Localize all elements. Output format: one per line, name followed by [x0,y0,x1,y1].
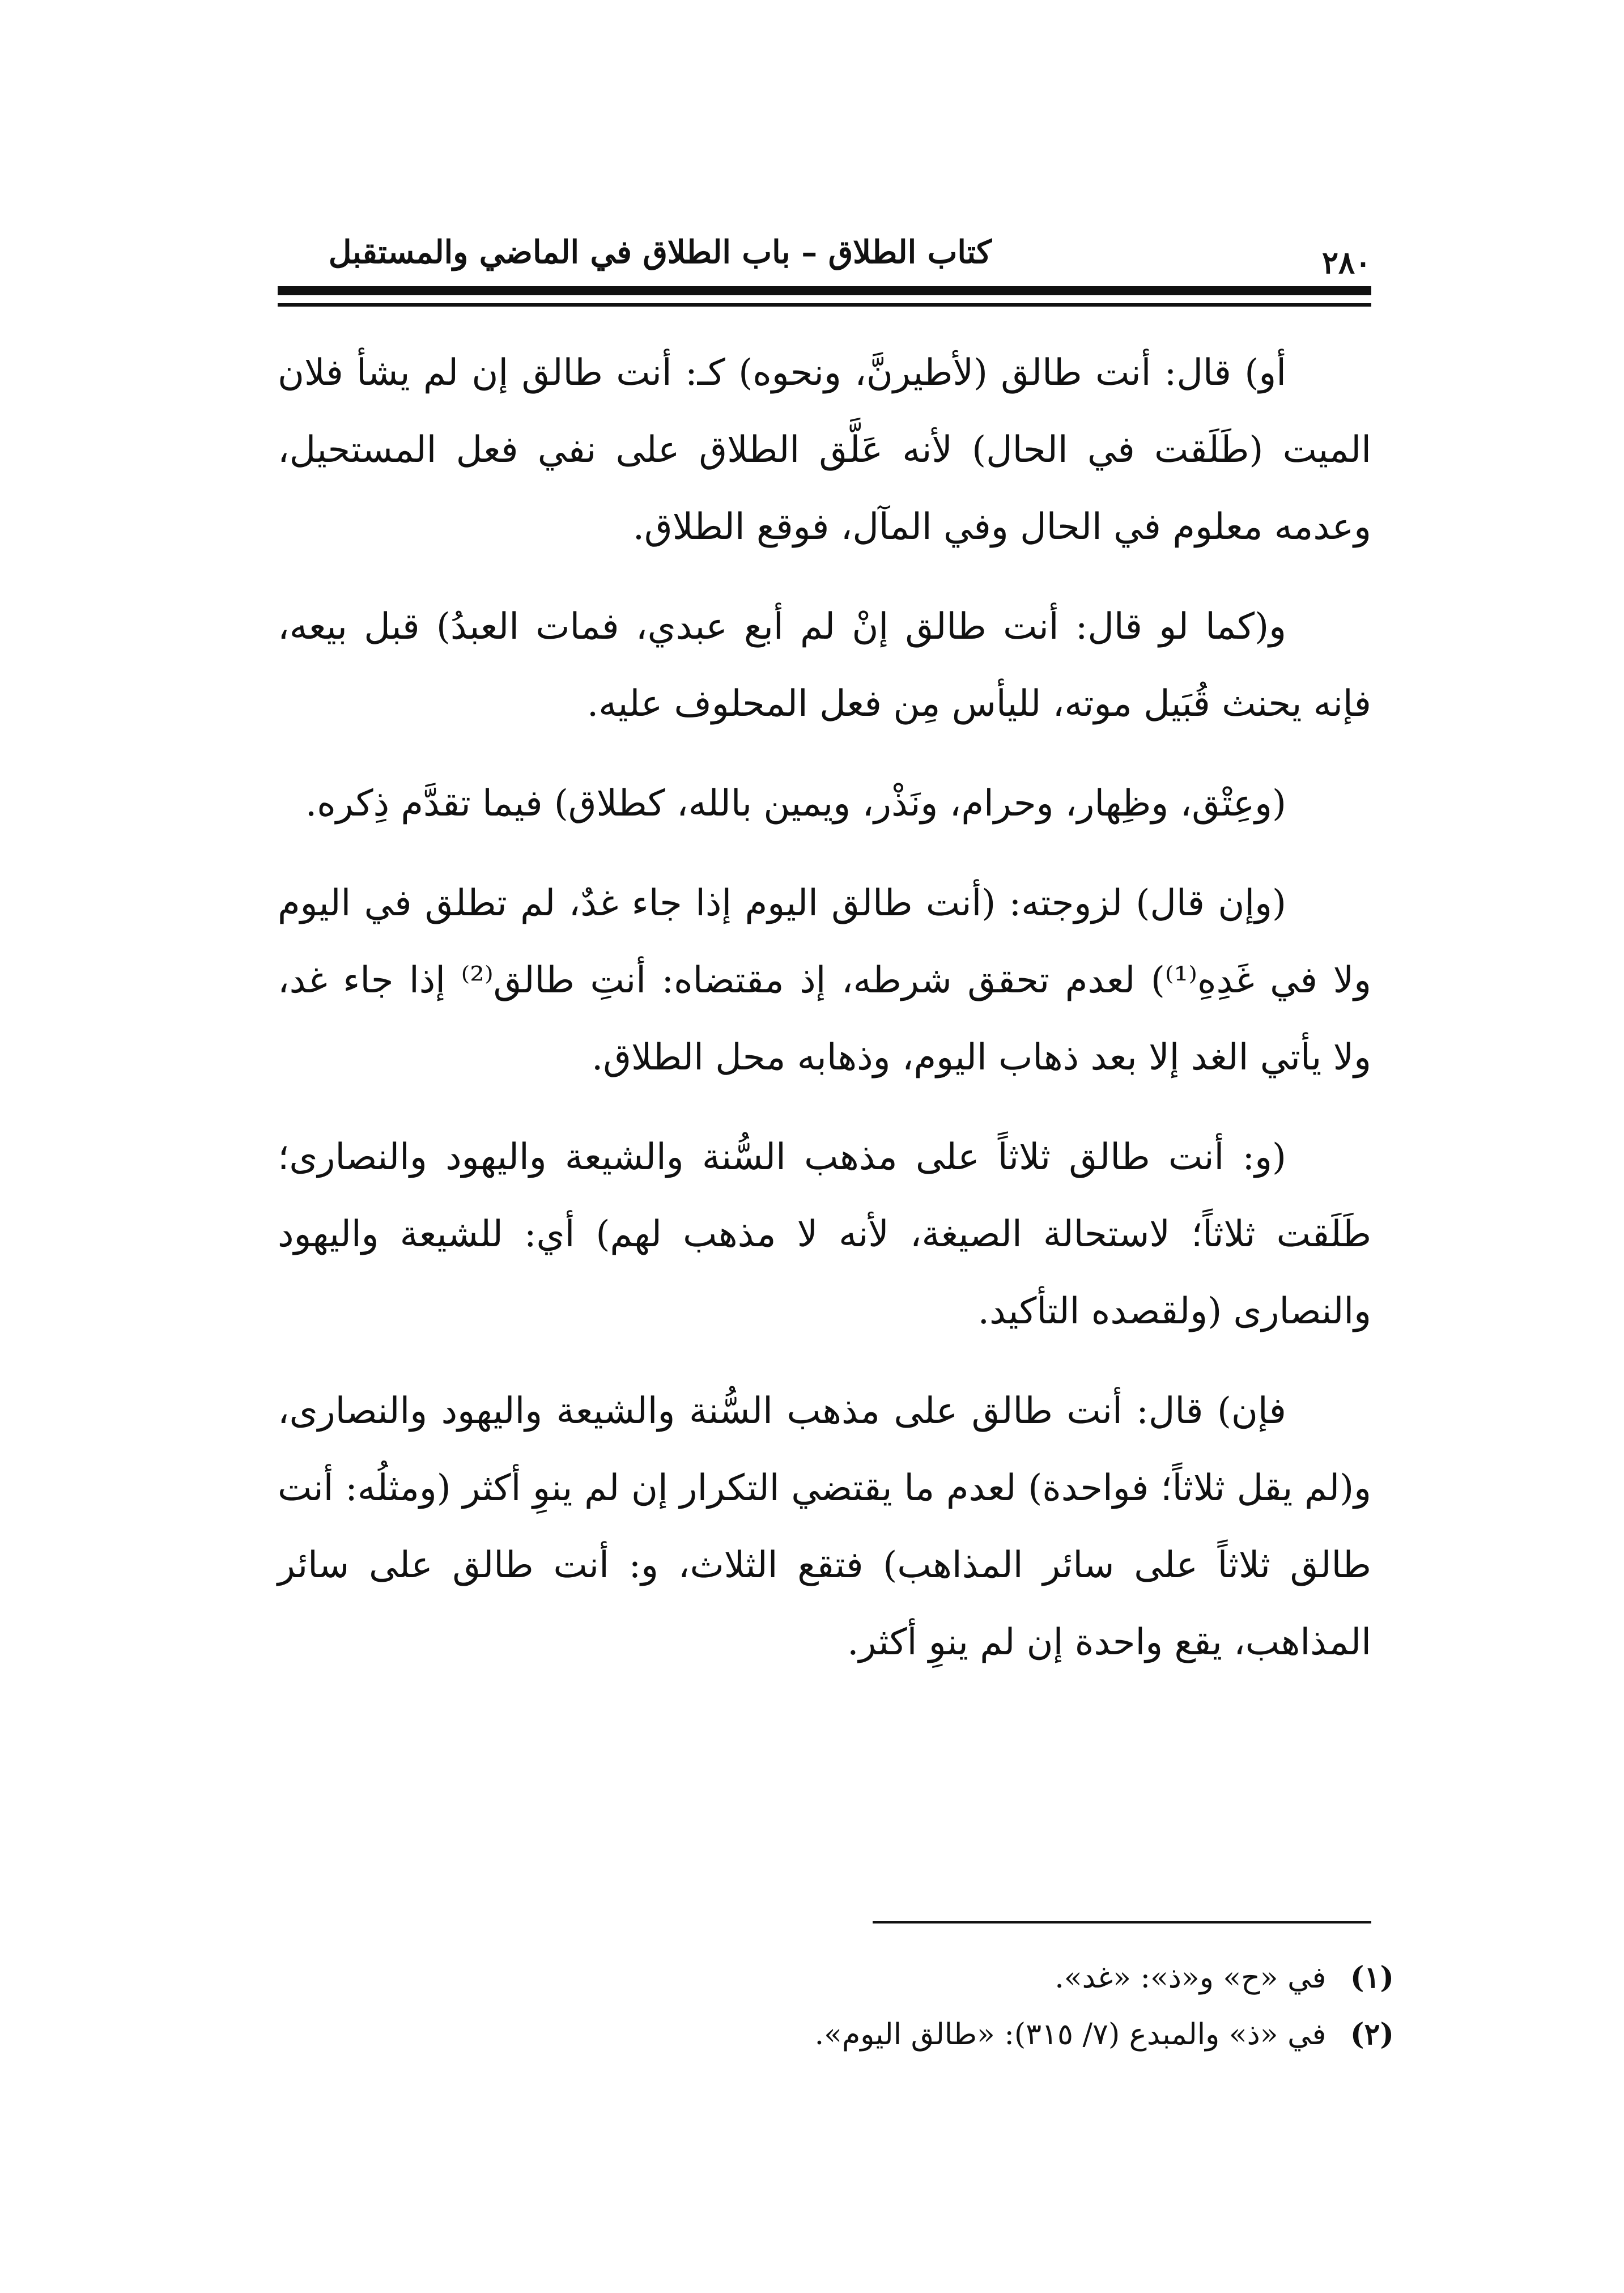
footnotes [567,1950,1394,2063]
paragraph: (وعِتْق، وظِهار، وحرام، ونَذْر، ويمين بالله، كطلاق) فيما تقدَّم ذِكره. [305,783,1286,825]
footnote-marker: (١) [1350,1960,1394,1995]
paragraph: و(كما لو قال: أنت طالق إنْ لم أبع عبدي، فمات العبدُ) قبل بيعه، فإنه يحنث قُبَيل موته، لليأس مِن فعل المحلوف عليه. [278,606,1371,725]
footnote-marker: (٢) [1350,2017,1394,2052]
body-text [278,334,1371,1704]
footnote-text: في «ذ» والمبدع (٧/ ٣١٥): «طالق اليوم». [814,2018,1327,2052]
header-rule-thin [278,303,1371,307]
paragraph: (وإن قال) لزوجته: (أنت طالق اليوم إذا جاء غدٌ، لم تطلق في اليوم ولا في غَدِهِ⁽¹⁾) لعدم تحقق شرطه، إذ مقتضاه: أنتِ طالق⁽²⁾ إذا جاء غد، ولا يأتي الغد إلا بعد ذهاب اليوم، وذهابه محل الطلاق. [278,882,1371,1078]
page-number: ٢٨٠ [1321,244,1371,281]
paragraph: أو) قال: أنت طالق (لأطيرنَّ، ونحوه) كـ: أنت طالق إن لم يشأ فلان الميت (طَلَقت في الحال) لأنه عَلَّق الطلاق على نفي فعل المستحيل، وعدمه معلوم في الحال وفي المآل، فوقع الطلاق. [278,352,1372,548]
running-header [278,224,1371,286]
footnote-separator [873,1921,1371,1923]
paragraph: فإن) قال: أنت طالق على مذهب السُّنة والشيعة واليهود والنصارى، و(لم يقل ثلاثاً؛ فواحدة) لعدم ما يقتضي التكرار إن لم ينوِ أكثر (ومثلُه: أنت طالق ثلاثاً على سائر المذاهب) فتقع الثلاث، و: أنت طالق على سائر المذاهب، يقع واحدة إن لم ينوِ أكثر. [278,1390,1372,1663]
footnote-text: في «ح» و«ذ»: «غد». [1055,1961,1327,1995]
header-title: كتاب الطلاق – باب الطلاق في الماضي والمستقبل [328,233,992,271]
footnote-1 [567,1950,1394,2006]
header-rule-thick [278,286,1371,295]
footnote-2 [567,2006,1394,2063]
paragraph: (و: أنت طالق ثلاثاً على مذهب السُّنة والشيعة واليهود والنصارى؛ طَلَقت ثلاثاً؛ لاستحالة الصيغة، لأنه لا مذهب لهم) أي: للشيعة واليهود والنصارى (ولقصده التأكيد. [278,1136,1372,1332]
